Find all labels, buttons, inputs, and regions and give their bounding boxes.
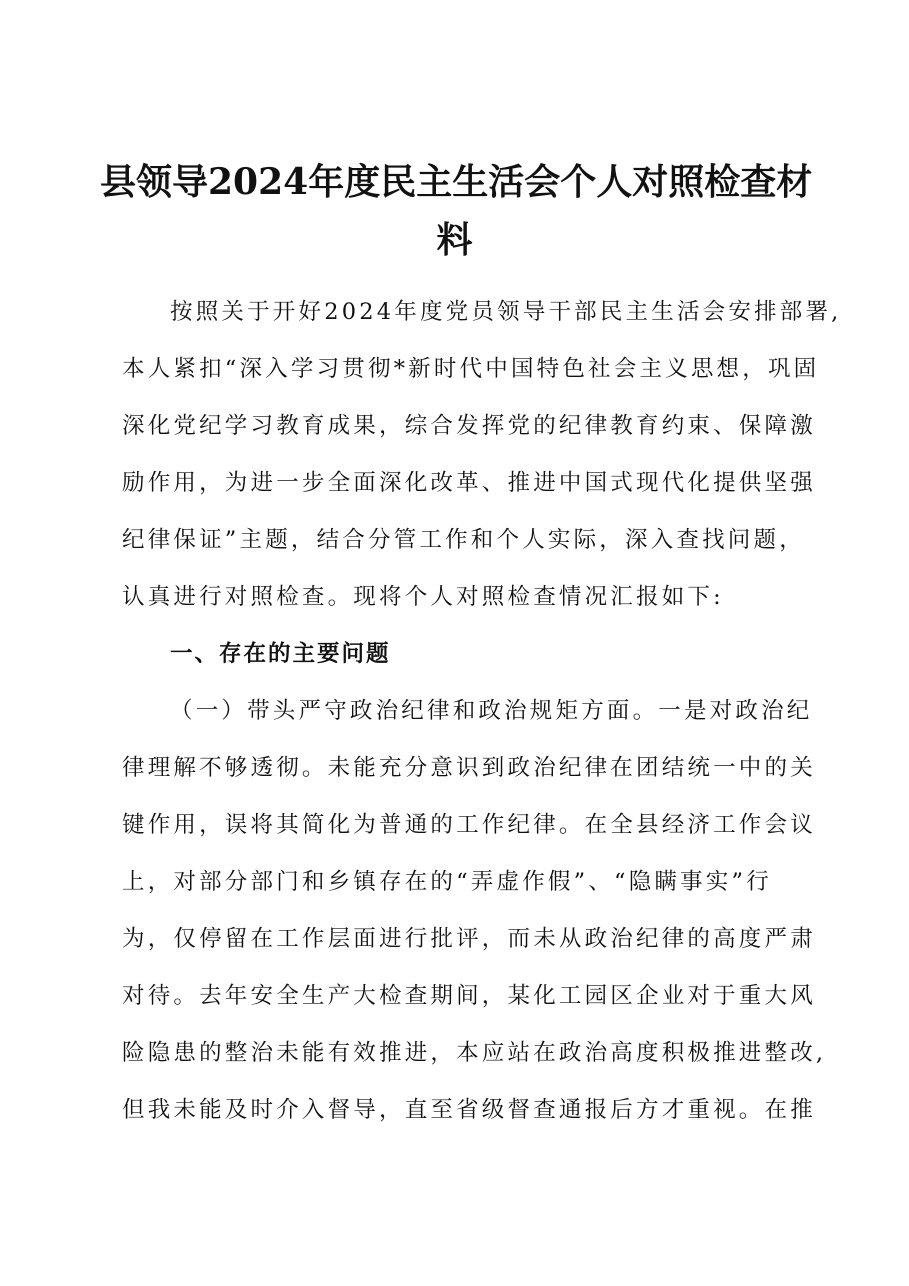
intro-line-5: 纪律保证”主题，结合分管工作和个人实际，深入查找问题， [122, 527, 805, 553]
body-line-2: 律理解不够透彻。未能充分意识到政治纪律在团结统一中的关 [122, 755, 816, 781]
intro-line-6: 认真进行对照检查。现将个人对照检查情况汇报如下: [122, 584, 724, 610]
intro-line-2: 本人紧扣“深入学习贯彻*新时代中国特色社会主义思想，巩固 [122, 356, 820, 382]
document-title-line-2: 料 [436, 219, 473, 261]
intro-line-1: 按照关于开好2024年度党员领导干部民主生活会安排部署, [170, 299, 842, 325]
body-line-3: 键作用，误将其简化为普通的工作纪律。在全县经济工作会议 [122, 812, 816, 838]
body-line-6: 对待。去年安全生产大检查期间，某化工园区企业对于重大风 [122, 983, 816, 1009]
body-line-7: 险隐患的整治未能有效推进，本应站在政治高度积极推进整改, [122, 1040, 827, 1066]
section-heading: 一、存在的主要问题 [170, 641, 391, 667]
intro-line-3: 深化党纪学习教育成果，综合发挥党的纪律教育约束、保障激 [122, 413, 816, 439]
body-line-5: 为，仅停留在工作层面进行批评，而未从政治纪律的高度严肃 [122, 926, 816, 952]
body-line-1: （一）带头严守政治纪律和政治规矩方面。一是对政治纪 [170, 698, 813, 724]
intro-line-4: 励作用，为进一步全面深化改革、推进中国式现代化提供坚强 [122, 470, 816, 496]
body-line-8: 但我未能及时介入督导，直至省级督查通报后方才重视。在推 [122, 1097, 816, 1123]
document-title-line-1: 县领导2024年度民主生活会个人对照检查材 [100, 161, 813, 203]
body-line-4: 上，对部分部门和乡镇存在的“弄虚作假”、“隐瞒事实”行 [122, 869, 772, 895]
